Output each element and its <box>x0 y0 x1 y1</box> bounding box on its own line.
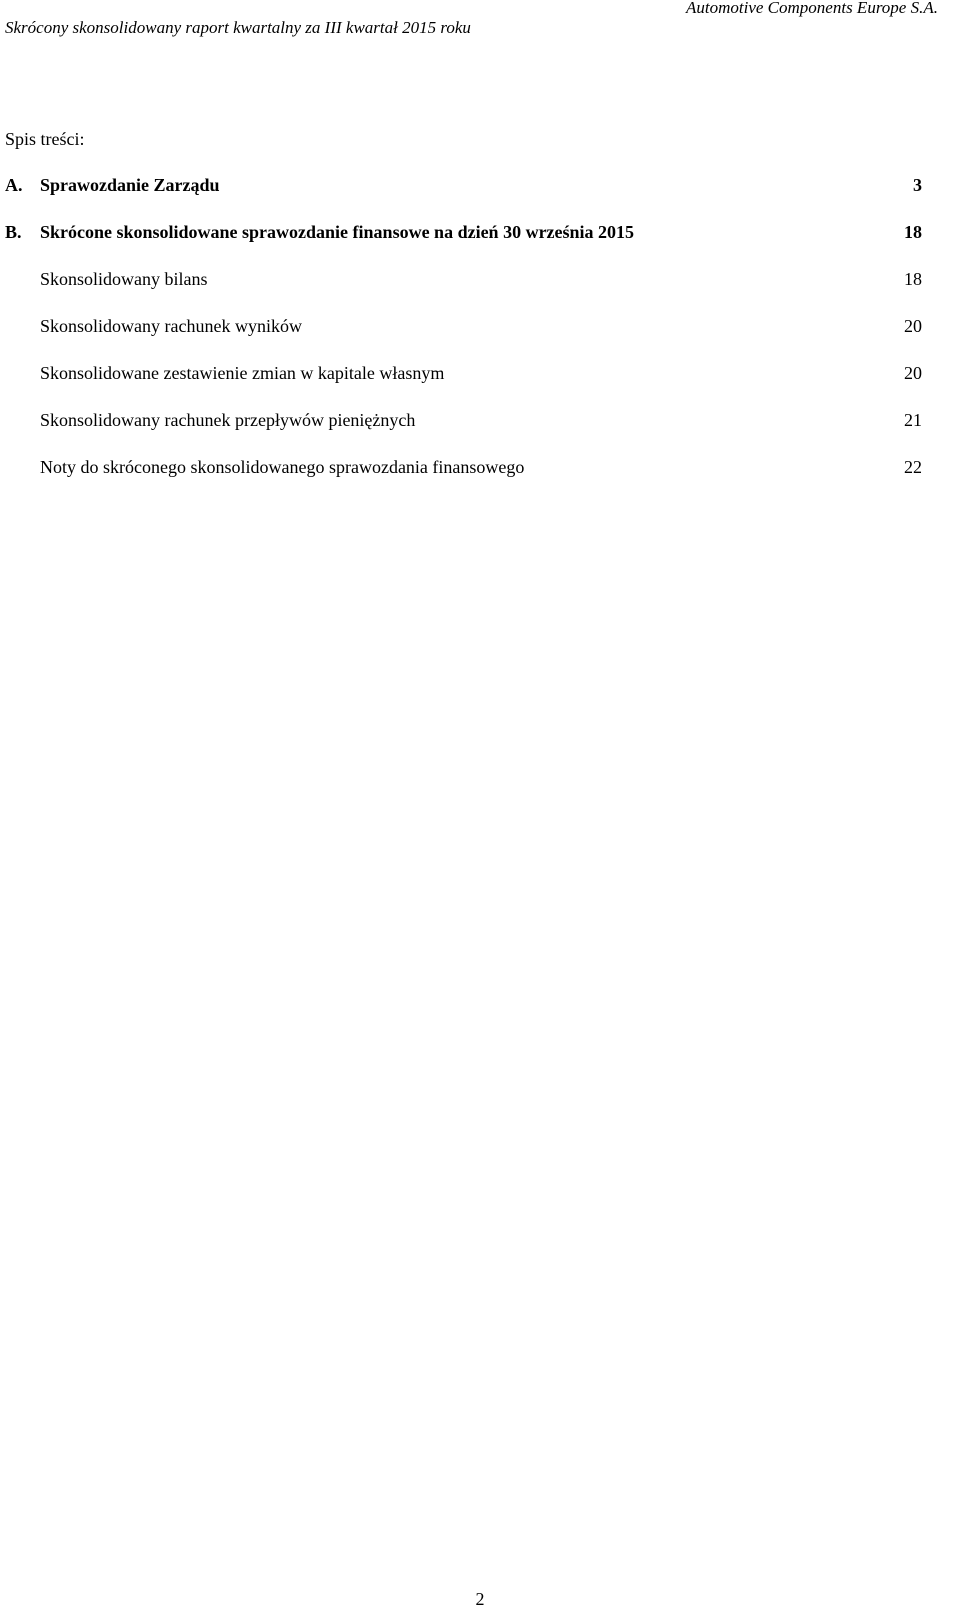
toc-entry-marker: B. <box>5 222 22 242</box>
toc-entry-marker: A. <box>5 175 23 195</box>
toc-entry-financial-statements[interactable] <box>0 222 922 246</box>
toc-entry-notes[interactable] <box>0 457 922 481</box>
toc-entry-label: Skrócone skonsolidowane sprawozdanie finansowe na dzień 30 września 2015 <box>40 222 635 242</box>
toc-entry-page: 20 <box>904 363 922 383</box>
toc-entry-label: Skonsolidowane zestawienie zmian w kapitale własnym <box>40 363 445 383</box>
toc-entry-label: Noty do skróconego skonsolidowanego sprawozdania finansowego <box>40 457 525 477</box>
company-name: Automotive Components Europe S.A. <box>686 0 938 17</box>
toc-entry-management-report[interactable] <box>0 175 922 199</box>
toc-entry-cash-flow[interactable] <box>0 410 922 434</box>
toc-entry-label: Sprawozdanie Zarządu <box>40 175 220 195</box>
toc-entry-page: 18 <box>904 222 922 242</box>
toc-entry-label: Skonsolidowany rachunek wyników <box>40 316 302 336</box>
toc-entry-page: 20 <box>904 316 922 336</box>
page-number: 2 <box>475 1589 485 1609</box>
toc-entry-label: Skonsolidowany rachunek przepływów pieniężnych <box>40 410 416 430</box>
toc-entry-page: 18 <box>904 269 922 289</box>
toc-entry-page: 3 <box>913 175 922 195</box>
toc-entry-page: 22 <box>904 457 922 477</box>
toc-entry-income-statement[interactable] <box>0 316 922 340</box>
toc-title: Spis treści: <box>5 129 85 149</box>
toc-entry-balance-sheet[interactable] <box>0 269 922 293</box>
toc-entry-page: 21 <box>904 410 922 430</box>
toc-entry-equity-changes[interactable] <box>0 363 922 387</box>
report-title: Skrócony skonsolidowany raport kwartalny za III kwartał 2015 roku <box>5 18 471 37</box>
toc-entry-label: Skonsolidowany bilans <box>40 269 208 289</box>
